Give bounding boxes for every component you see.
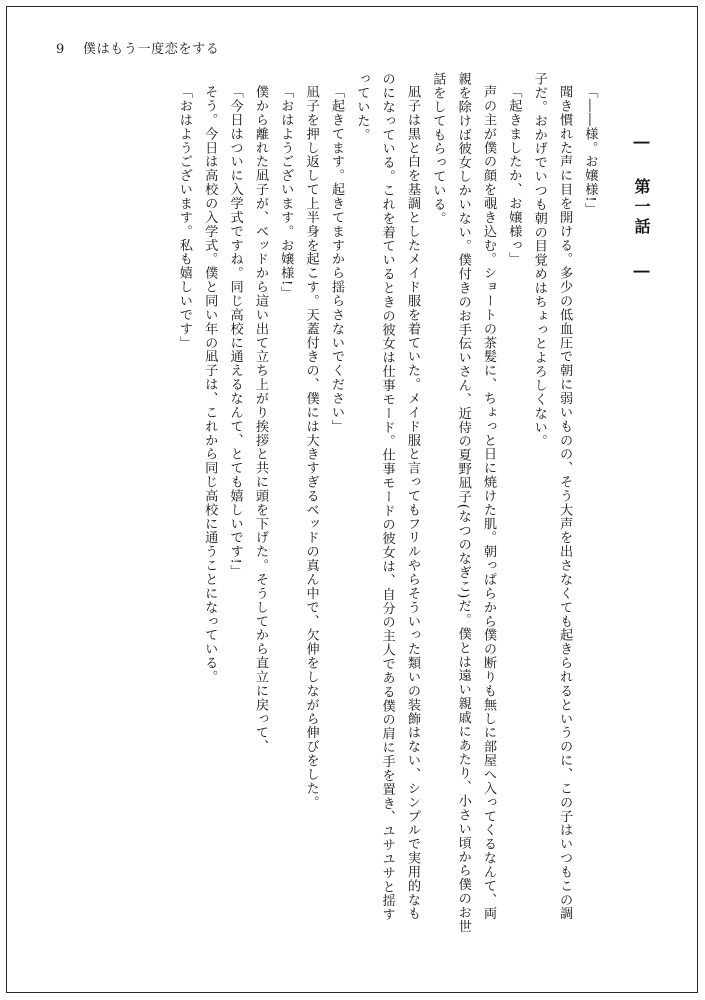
page-body bbox=[40, 72, 660, 952]
paragraph: 凪子は黒と白を基調としたメイド服を着ていた。メイド服と言ってもフリルやらそういった類いの装飾はない、シンプルで実用的なものになっている。これを着ているときの彼女は仕事モード。仕事モードの彼女は、自分の主人である僕の肩に手を置き、ユサユサと揺すっていた。 bbox=[354, 72, 420, 922]
body-text-column bbox=[172, 72, 603, 934]
paragraph: 聞き慣れた声に目を開ける。多少の低血圧で朝に弱いものの、そう大声を出さなくても起きられるというのに、この子はいつもこの調子だ。おかげでいつも朝の目覚めはちょっとよろしくない。 bbox=[531, 72, 573, 921]
paragraph: そう。今日は高校の入学式。僕と同い年の凪子は、これから同じ高校に通うことになっている。 bbox=[202, 85, 218, 685]
running-header bbox=[56, 38, 219, 57]
paragraph: 声の主が僕の顔を覗き込む。ショートの茶髪に、ちょっと日に焼けた肌。朝っぱらから僕の断りも無しに部屋へ入ってくるなんて、両親を除けば彼女しかいない。僕付きのお手伝いさん、近侍の夏野凪子(なつのなぎこ)だ。僕とは遠い親戚にあたり、小さい頃から僕のお世話をしてもらっている。 bbox=[430, 72, 497, 934]
running-title: 僕はもう一度恋をする bbox=[82, 42, 220, 57]
paragraph: 「起きましたか、お嬢様っ」 bbox=[506, 85, 522, 267]
paragraph: 「――様。お嬢様!」 bbox=[582, 85, 598, 217]
paragraph: 僕から離れた凪子が、ベッドから這い出て立ち上がり挨拶と共に頭を下げた。そうしてから直立に戻って、 bbox=[252, 85, 268, 754]
paragraph: 「おはようございます。お嬢様!」 bbox=[278, 85, 294, 301]
page-number: 9 bbox=[56, 42, 65, 57]
paragraph: 「今日はついに入学式ですね。同じ高校に通えるなんて、とても嬉しいです!」 bbox=[227, 85, 243, 579]
paragraph: 「起きてます。起きてますから揺らさないでください」 bbox=[328, 85, 344, 434]
paragraph: 「おはようございます。私も嬉しいです」 bbox=[176, 85, 192, 350]
chapter-heading: ― 第一話 ― bbox=[632, 132, 651, 284]
paragraph: 凪子を押し返して上半身を起こす。天蓋付きの、僕には大きすぎるベッドの真ん中で、欠伸をしながら伸びをした。 bbox=[303, 85, 319, 810]
